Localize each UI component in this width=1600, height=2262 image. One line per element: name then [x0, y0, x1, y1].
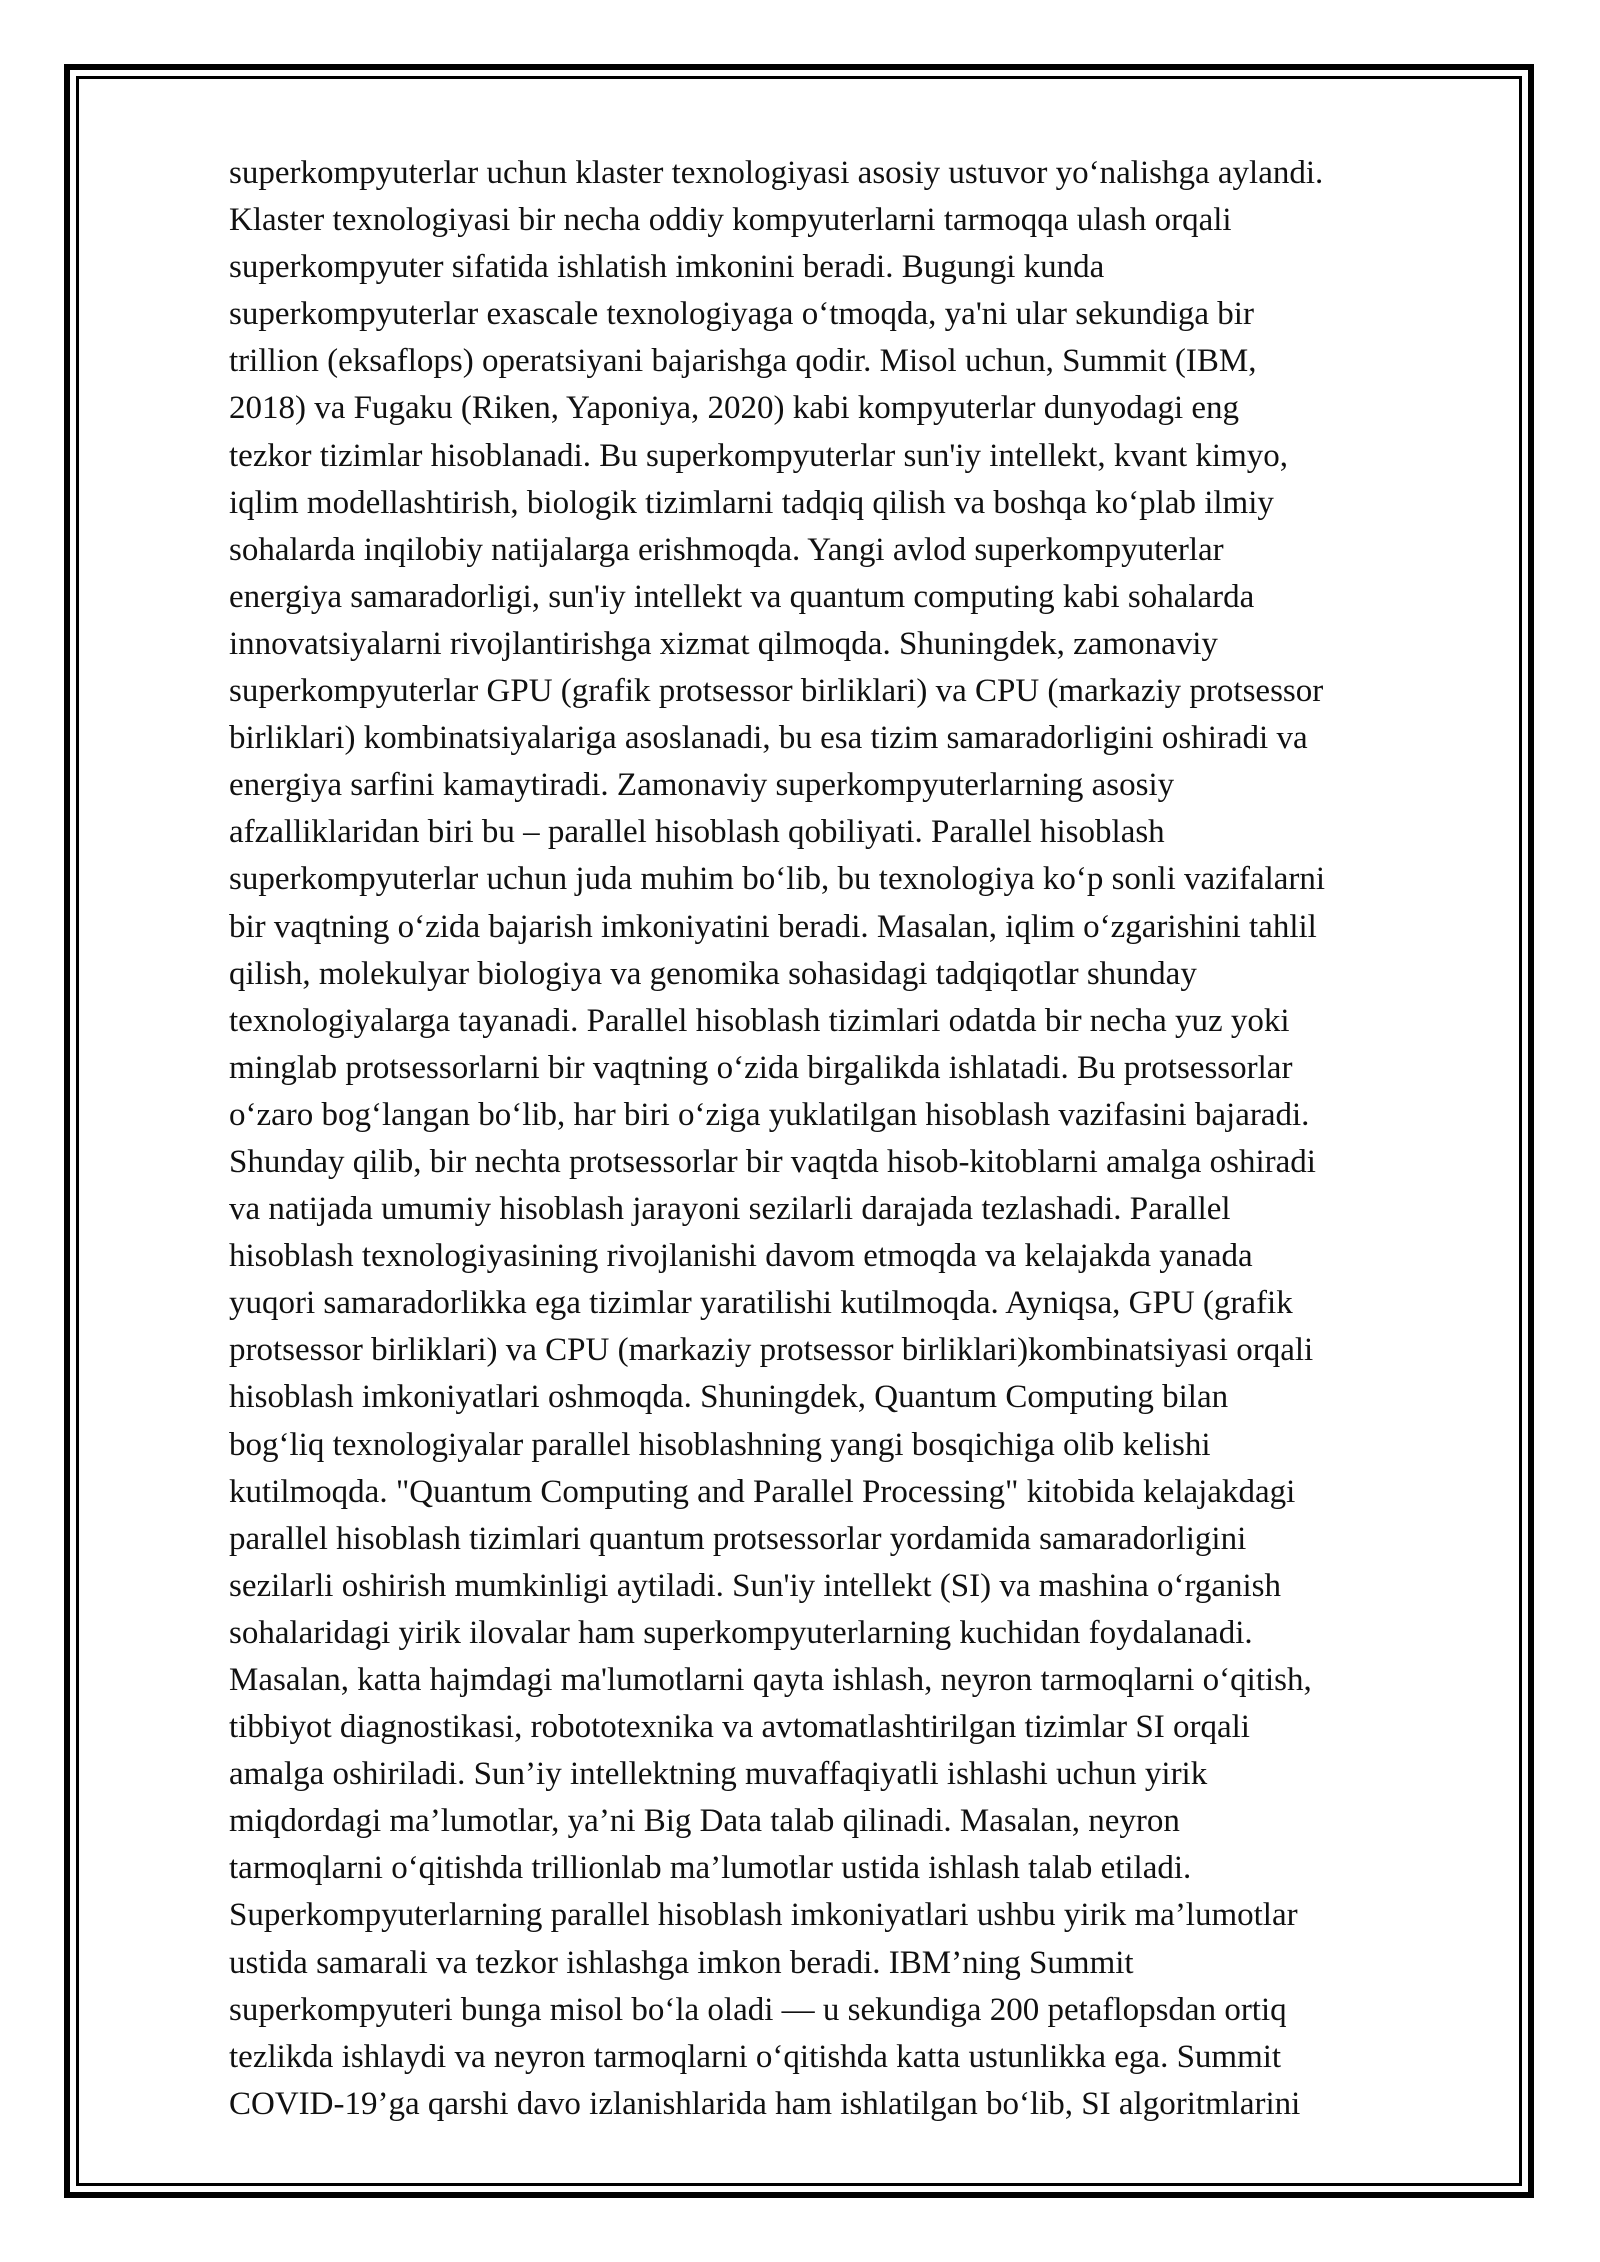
text-line: afzalliklaridan biri bu – parallel hisoblash qobiliyati. Parallel hisoblash: [229, 814, 1165, 851]
text-line: hisoblash texnologiyasining rivojlanishi davom etmoqda va kelajakda yanada: [229, 1238, 1253, 1275]
text-line: trillion (eksaflops) operatsiyani bajarishga qodir. Misol uchun, Summit (IBM,: [229, 343, 1257, 380]
text-line: Masalan, katta hajmdagi ma'lumotlarni qayta ishlash, neyron tarmoqlarni o‘qitish,: [229, 1662, 1312, 1698]
text-line: innovatsiyalarni rivojlantirishga xizmat qilmoqda. Shuningdek, zamonaviy: [229, 625, 1218, 662]
text-line: yuqori samaradorlikka ega tizimlar yaratilishi kutilmoqda. Ayniqsa, GPU (grafik: [229, 1285, 1293, 1322]
text-line: parallel hisoblash tizimlari quantum protsessorlar yordamida samaradorligini: [229, 1520, 1247, 1557]
text-line: o‘zaro bog‘langan bo‘lib, har biri o‘ziga yuklatilgan hisoblash vazifasini bajaradi.: [229, 1096, 1310, 1133]
text-line: ustida samarali va tezkor ishlashga imkon beradi. IBM’ning Summit: [229, 1944, 1134, 1981]
text-line: Klaster texnologiyasi bir necha oddiy kompyuterlarni tarmoqqa ulash orqali: [229, 202, 1232, 239]
text-line: superkompyuterlar uchun juda muhim bo‘lib, bu texnologiya ko‘p sonli vazifalarni: [229, 861, 1326, 898]
text-line: Superkompyuterlarning parallel hisoblash imkoniyatlari ushbu yirik ma’lumotlar: [229, 1897, 1298, 1934]
text-line: texnologiyalarga tayanadi. Parallel hisoblash tizimlari odatda bir necha yuz yoki: [229, 1002, 1290, 1039]
text-line: protsessor birliklari) va CPU (markaziy protsessor birliklari)kombinatsiyasi orqali: [229, 1332, 1314, 1369]
text-line: superkompyuteri bunga misol bo‘la oladi — u sekundiga 200 petaflopsdan ortiq: [229, 1991, 1287, 2028]
text-line: tezkor tizimlar hisoblanadi. Bu superkompyuterlar sun'iy intellekt, kvant kimyo,: [229, 437, 1288, 474]
text-line: sezilarli oshirish mumkinligi aytiladi. Sun'iy intellekt (SI) va mashina o‘rganish: [229, 1567, 1282, 1604]
text-line: tibbiyot diagnostikasi, robototexnika va avtomatlashtirilgan tizimlar SI orqali: [229, 1709, 1250, 1746]
text-line: sohalarda inqilobiy natijalarga erishmoqda. Yangi avlod superkompyuterlar: [229, 531, 1224, 568]
text-line: hisoblash imkoniyatlari oshmoqda. Shuningdek, Quantum Computing bilan: [229, 1379, 1229, 1416]
text-line: sohalaridagi yirik ilovalar ham superkompyuterlarning kuchidan foydalanadi.: [229, 1614, 1253, 1651]
text-line: energiya sarfini kamaytiradi. Zamonaviy superkompyuterlarning asosiy: [229, 767, 1175, 804]
body-text: [229, 150, 1529, 2128]
text-line: superkompyuterlar GPU (grafik protsessor birliklari) va CPU (markaziy protsessor: [229, 673, 1324, 710]
text-line: Shunday qilib, bir nechta protsessorlar bir vaqtda hisob-kitoblarni amalga oshiradi: [229, 1143, 1316, 1180]
text-line: iqlim modellashtirish, biologik tizimlarni tadqiq qilish va boshqa ko‘plab ilmiy: [229, 484, 1274, 521]
text-line: superkompyuterlar uchun klaster texnologiyasi asosiy ustuvor yo‘nalishga aylandi.: [229, 155, 1324, 191]
text-line: superkompyuter sifatida ishlatish imkonini beradi. Bugungi kunda: [229, 249, 1105, 286]
text-line: qilish, molekulyar biologiya va genomika sohasidagi tadqiqotlar shunday: [229, 955, 1197, 992]
text-line: amalga oshiriladi. Sun’iy intellektning muvaffaqiyatli ishlashi uchun yirik: [229, 1756, 1208, 1793]
text-line: va natijada umumiy hisoblash jarayoni sezilarli darajada tezlashadi. Parallel: [229, 1191, 1231, 1228]
text-line: bog‘liq texnologiyalar parallel hisoblashning yangi bosqichiga olib kelishi: [229, 1426, 1211, 1463]
text-line: tezlikda ishlaydi va neyron tarmoqlarni o‘qitishda katta ustunlikka ega. Summit: [229, 2038, 1282, 2075]
text-line: 2018) va Fugaku (Riken, Yaponiya, 2020) kabi kompyuterlar dunyodagi eng: [229, 390, 1240, 427]
text-line: minglab protsessorlarni bir vaqtning o‘zida birgalikda ishlatadi. Bu protsessorlar: [229, 1049, 1293, 1086]
text-line: bir vaqtning o‘zida bajarish imkoniyatini beradi. Masalan, iqlim o‘zgarishini tahlil: [229, 908, 1317, 945]
text-line: COVID-19’ga qarshi davo izlanishlarida ham ishlatilgan bo‘lib, SI algoritmlarini: [229, 2085, 1301, 2122]
text-line: tarmoqlarni o‘qitishda trillionlab ma’lumotlar ustida ishlash talab etiladi.: [229, 1850, 1192, 1887]
text-line: kutilmoqda. "Quantum Computing and Parallel Processing" kitobida kelajakdagi: [229, 1473, 1296, 1510]
text-line: birliklari) kombinatsiyalariga asoslanadi, bu esa tizim samaradorligini oshiradi va: [229, 720, 1308, 757]
text-line: miqdordagi ma’lumotlar, ya’ni Big Data talab qilinadi. Masalan, neyron: [229, 1803, 1180, 1840]
text-line: superkompyuterlar exascale texnologiyaga o‘tmoqda, ya'ni ular sekundiga bir: [229, 296, 1254, 333]
text-line: energiya samaradorligi, sun'iy intellekt va quantum computing kabi sohalarda: [229, 578, 1255, 615]
